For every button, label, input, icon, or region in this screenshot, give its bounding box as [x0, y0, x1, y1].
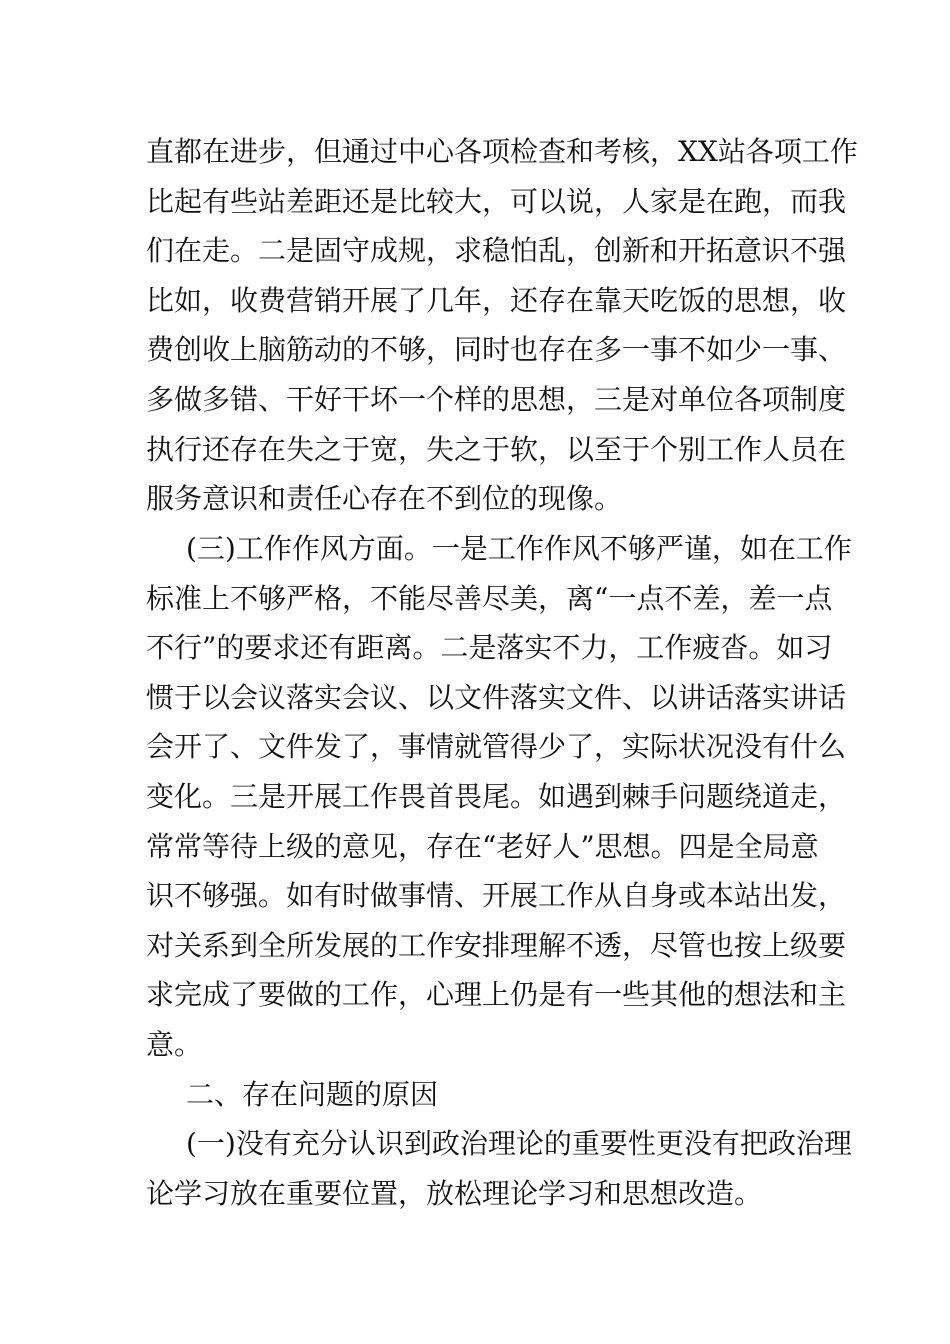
paragraph-start-line: (一)没有充分认识到政治理论的重要性更没有把政治理	[186, 1127, 852, 1160]
text-line: 服务意识和责任心存在不到位的现像。	[146, 482, 623, 515]
text-line: 求完成了要做的工作，心理上仍是有一些其他的想法和主	[146, 978, 847, 1011]
text-line: 直都在进步，但通过中心各项检查和考核，XX站各项工作	[146, 135, 858, 168]
text-line: 比起有些站差距还是比较大，可以说，人家是在跑，而我	[146, 185, 847, 218]
text-line: 惯于以会议落实会议、以文件落实文件、以讲话落实讲话	[146, 681, 847, 714]
text-line: 比如，收费营销开展了几年，还存在靠天吃饭的思想，收	[146, 284, 847, 317]
text-line: 论学习放在重要位置，放松理论学习和思想改造。	[146, 1177, 763, 1210]
text-line: 执行还存在失之于宽，失之于软，以至于个别工作人员在	[146, 433, 847, 466]
text-line: 多做多错、干好干坏一个样的思想，三是对单位各项制度	[146, 383, 847, 416]
text-line: 常常等待上级的意见，存在“老好人”思想。四是全局意	[146, 830, 819, 863]
text-line: 变化。三是开展工作畏首畏尾。如遇到棘手问题绕道走，	[146, 780, 847, 813]
section-heading: 二、存在问题的原因	[186, 1078, 439, 1111]
text-line: 费创收上脑筋动的不够，同时也存在多一事不如少一事、	[146, 333, 847, 366]
text-line: 不行”的要求还有距离。二是落实不力，工作疲沓。如习	[146, 631, 833, 664]
text-line: 对关系到全所发展的工作安排理解不透，尽管也按上级要	[146, 929, 847, 962]
text-line: 识不够强。如有时做事情、开展工作从自身或本站出发，	[146, 879, 847, 912]
text-line: 会开了、文件发了，事情就管得少了，实际状况没有什么	[146, 730, 847, 763]
text-line: 们在走。二是固守成规，求稳怕乱，创新和开拓意识不强	[146, 234, 847, 267]
text-line: 意。	[146, 1028, 203, 1061]
paragraph-start-line: (三)工作作风方面。一是工作作风不够严谨，如在工作	[186, 532, 852, 565]
text-line: 标准上不够严格，不能尽善尽美，离“一点不差，差一点	[146, 582, 833, 615]
